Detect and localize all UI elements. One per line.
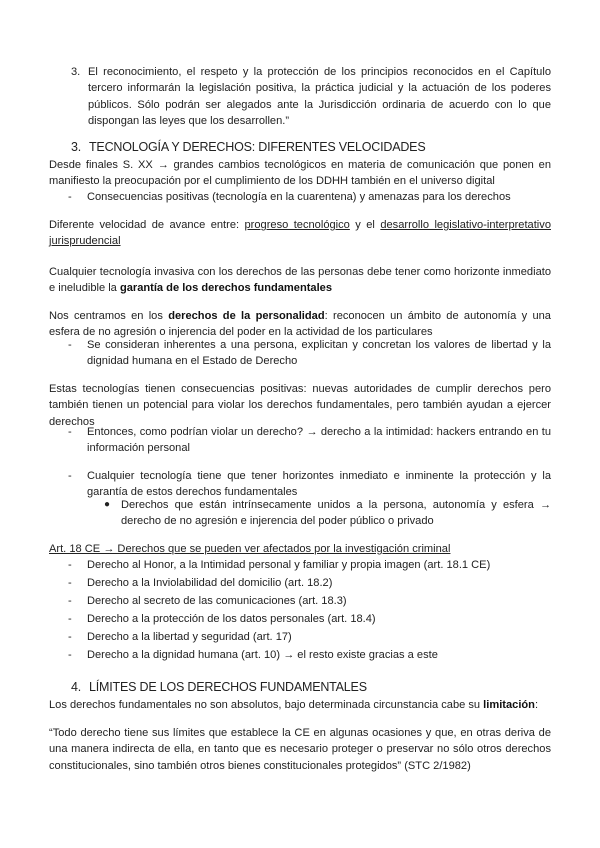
dash-marker: - [68,470,72,482]
dash-marker: - [68,577,72,589]
text-run: Cualquier tecnología invasiva con los derechos de las personas debe tener como horizonte inmediato e ineludible la [49,266,551,295]
dash-marker: - [68,426,72,438]
underline-desarrollo: desarrollo legislativo-interpretativo jurisprudencial [49,219,551,248]
dash-marker: - [68,649,72,661]
bold-limitacion: limitación [483,699,535,711]
dash-item [68,468,551,501]
dash-marker: - [68,339,72,351]
dash-marker: - [68,595,72,607]
dash-marker: - [68,559,72,571]
section-heading-4 [71,680,367,694]
rights-list-item [68,647,551,663]
rights-list-item [68,575,551,591]
art18-underlined: Art. 18 CE → Derechos que se pueden ver afectados por la investigación criminal [49,543,451,555]
paragraph-personalidad [49,308,551,341]
bold-garantia: garantía de los derechos fundamentales [119,282,333,295]
underline-progreso: progreso tecnológico [244,219,350,231]
section-heading-3 [71,140,425,154]
dash-marker: - [68,613,72,625]
right-text: Derecho a la Inviolabilidad del domicilio (art. 18.2) [87,577,333,589]
paragraph-garantia [49,264,551,297]
dash-text: Consecuencias positivas (tecnología en la cuarentena) y amenazas para los derechos [87,191,511,203]
dash-text: Entonces, como podrían violar un derecho? → derecho a la intimidad: hackers entrando en tu información personal [87,426,551,455]
numbered-item-3 [71,64,551,129]
text-run: : reconocen un ámbito de autonomía y una esfera de no agresión o injerencia del poder en la actividad de los particulares [49,310,551,339]
bullet-item [104,497,551,530]
rights-list-item [68,557,551,573]
rights-list-item [68,593,551,609]
section-number: 4. [71,680,82,694]
dash-text: Cualquier tecnología tiene que tener horizontes inmediato e inminente la protección y la garantía de estos derechos fundamentales [87,470,551,499]
paragraph-velocity [49,217,551,250]
text-run: : [534,699,539,711]
right-text: Derecho a la libertad y seguridad (art. 17) [87,631,292,643]
text-run: Nos centramos en los [49,310,169,322]
text-run: y el [349,219,381,231]
bold-personalidad: derechos de la personalidad [168,310,325,322]
dash-item [68,189,551,205]
paragraph-intro: Desde finales S. XX → grandes cambios tecnológicos en materia de comunicación que ponen en manifiesto la preocupación por el cumplimiento de los DDHH también en el universo digital [49,159,551,188]
dash-item [68,337,551,370]
bullet-text: Derechos que están intrínsecamente unidos a la persona, autonomía y esfera → derecho de no agresión e injerencia del poder público o privado [121,499,551,528]
right-text: Derecho a la protección de los datos personales (art. 18.4) [87,613,376,625]
item-number: 3. [71,66,81,78]
paragraph-limites [49,697,551,713]
right-text: Derecho al secreto de las comunicaciones (art. 18.3) [87,595,347,607]
quote-stc: “Todo derecho tiene sus límites que establece la CE en algunas ocasiones y que, en otras deriva de una manera indirecta de ella, en tanto que es necesario proteger o preservar no sólo otros derechos constitucionales, sino también otros bienes constitucionales protegidos” (STC 2/1982) [49,727,551,772]
text-run: Los derechos fundamentales no son absolutos, bajo determinada circunstancia cabe su [49,699,484,711]
dash-item [68,424,551,457]
dash-text: Se consideran inherentes a una persona, explicitan y concretan los valores de libertad y la dignidad humana en el Estado de Derecho [87,339,551,368]
art18-heading [49,541,551,557]
item-text: El reconocimiento, el respeto y la protección de los principios reconocidos en el Capítulo tercero informarán la legislación positiva, la práctica judicial y la actuación de los poderes públicos. Sólo podrán ser alegados ante la Jurisdicción ordinaria de acuerdo con lo que dispongan las leyes que los desarrollen.” [88,66,551,127]
right-text: Derecho a la dignidad humana (art. 10) → el resto existe gracias a este [87,649,438,661]
dash-marker: - [68,191,72,203]
rights-list-item [68,611,551,627]
section-number: 3. [71,140,82,154]
right-text: Derecho al Honor, a la Intimidad personal y familiar y propia imagen (art. 18.1 CE) [87,559,491,571]
section-title: TECNOLOGÍA Y DERECHOS: DIFERENTES VELOCIDADES [89,140,426,154]
text-run: Diferente velocidad de avance entre: [49,219,245,231]
rights-list-item [68,629,551,645]
bullet-marker: ● [104,499,111,510]
dash-marker: - [68,631,72,643]
paragraph-tecnologias: Estas tecnologías tienen consecuencias positivas: nuevas autoridades de cumplir derechos pero también tienen un potencial para violar los derechos fundamentales, pero también ayudan a ejercer derechos [49,383,551,428]
section-title: LÍMITES DE LOS DERECHOS FUNDAMENTALES [89,680,367,694]
